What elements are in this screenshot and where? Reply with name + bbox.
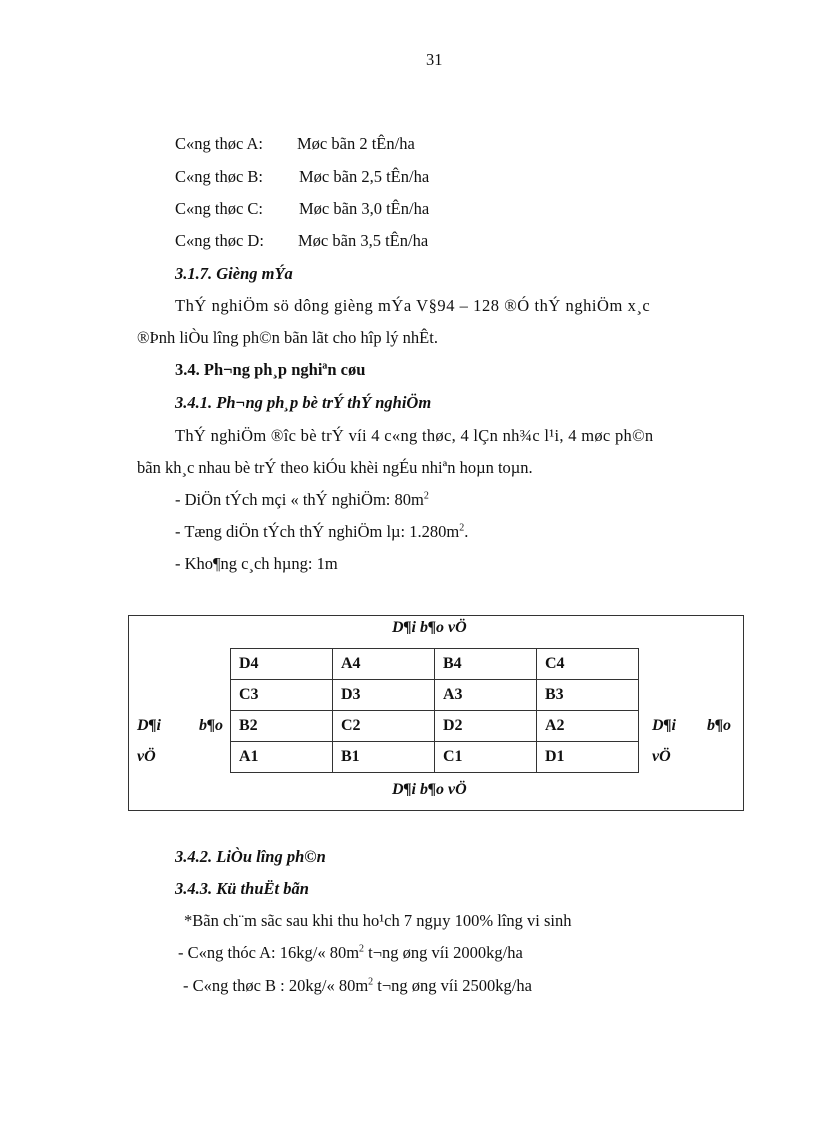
plot-cell: A2 xyxy=(537,711,639,742)
formula-b-value: Møc bãn 2,5 tÊn/ha xyxy=(299,167,430,186)
section-343-heading: 3.4.3. Kü thuËt bãn xyxy=(175,879,309,898)
para-317-line1: ThÝ nghiÖm sö dông gièng mÝa V§94 – 128 ®Ó thÝ nghiÖm x¸c xyxy=(175,296,651,315)
protection-strip-right-1: D¶i xyxy=(652,717,676,734)
bullet-total-area-text: - Tæng diÖn tÝch thÝ nghiÖm lµ: 1.280m xyxy=(175,522,460,541)
plot-row xyxy=(231,742,639,773)
application-a-rate: t¬ng øng víi 2000kg/ha xyxy=(364,943,523,962)
plot-cell: D4 xyxy=(231,649,333,680)
plot-cell: B4 xyxy=(435,649,537,680)
plot-cell: B1 xyxy=(333,742,435,773)
formula-a-label: C«ng thøc A: xyxy=(175,134,264,153)
plot-row xyxy=(231,711,639,742)
bullet-plot-area xyxy=(175,490,429,510)
formula-d-value: Møc bãn 3,5 tÊn/ha xyxy=(298,231,429,250)
plot-cell: A1 xyxy=(231,742,333,773)
bullet-row-spacing: - Kho¶ng c¸ch hµng: 1m xyxy=(175,554,338,573)
application-a-sup: 2 xyxy=(359,943,365,955)
section-341-heading: 3.4.1. Ph¬ng ph¸p bè trÝ thÝ nghiÖm xyxy=(175,393,432,412)
formula-a xyxy=(175,134,415,154)
formula-d xyxy=(175,231,428,251)
application-a-text: - C«ng thóc A: 16kg/« 80m xyxy=(178,943,360,962)
plot-cell: C3 xyxy=(231,680,333,711)
bullet-total-area xyxy=(175,522,468,542)
formula-a-value: Møc bãn 2 tÊn/ha xyxy=(297,134,415,153)
para-341-line1: ThÝ nghiÖm ®îc bè trÝ víi 4 c«ng thøc, 4 lÇn nh¾c l¹i, 4 møc ph©n xyxy=(175,426,654,445)
protection-strip-top: D¶i b¶o vÖ xyxy=(392,619,467,636)
formula-b-label: C«ng thøc B: xyxy=(175,167,264,186)
bullet-total-area-end: . xyxy=(464,522,469,541)
protection-strip-left-1: D¶i xyxy=(137,717,161,734)
plot-grid xyxy=(230,648,639,773)
bullet-total-area-sup: 2 xyxy=(459,522,465,534)
formula-c-value: Møc bãn 3,0 tÊn/ha xyxy=(299,199,430,218)
section-317-heading: 3.1.7. Gièng mÝa xyxy=(175,264,293,283)
protection-strip-left-2: b¶o xyxy=(199,717,223,734)
formula-c-label: C«ng thøc C: xyxy=(175,199,264,218)
para-317-line2: ®Þnh liÒu lîng ph©n bãn lãt cho hîp lý nhÊt. xyxy=(137,328,438,347)
plot-row xyxy=(231,649,639,680)
plot-cell: D1 xyxy=(537,742,639,773)
section-34-heading: 3.4. Ph¬ng ph¸p nghiªn cøu xyxy=(175,360,366,379)
plot-cell: D3 xyxy=(333,680,435,711)
plot-cell: A4 xyxy=(333,649,435,680)
para-341-line2: bãn kh¸c nhau bè trÝ theo kiÓu khèi ngÉu nhiªn hoµn toµn. xyxy=(137,458,533,477)
application-b-rate: t¬ng øng víi 2500kg/ha xyxy=(373,976,532,995)
section-342-heading: 3.4.2. LiÒu lîng ph©n xyxy=(175,847,326,866)
plot-cell: A3 xyxy=(435,680,537,711)
bullet-plot-area-text: - DiÖn tÝch mçi « thÝ nghiÖm: 80m xyxy=(175,490,424,509)
plot-cell: C2 xyxy=(333,711,435,742)
protection-strip-right-2: b¶o xyxy=(707,717,731,734)
para-343: *Bãn ch¨m sãc sau khi thu ho¹ch 7 ngµy 100% lîng vi sinh xyxy=(184,911,572,930)
plot-cell: B3 xyxy=(537,680,639,711)
plot-cell: C1 xyxy=(435,742,537,773)
protection-strip-left-3: vÖ xyxy=(137,748,156,765)
plot-cell: D2 xyxy=(435,711,537,742)
formula-b xyxy=(175,167,429,187)
application-b xyxy=(183,976,532,996)
formula-c xyxy=(175,199,429,219)
application-a xyxy=(178,943,523,963)
bullet-plot-area-sup: 2 xyxy=(423,490,429,502)
plot-cell: B2 xyxy=(231,711,333,742)
protection-strip-right-3: vÖ xyxy=(652,748,671,765)
formula-d-label: C«ng thøc D: xyxy=(175,231,264,250)
page-number: 31 xyxy=(426,50,443,69)
plot-row xyxy=(231,680,639,711)
protection-strip-bottom: D¶i b¶o vÖ xyxy=(392,781,467,798)
plot-cell: C4 xyxy=(537,649,639,680)
application-b-text: - C«ng thøc B : 20kg/« 80m xyxy=(183,976,369,995)
application-b-sup: 2 xyxy=(368,976,374,988)
